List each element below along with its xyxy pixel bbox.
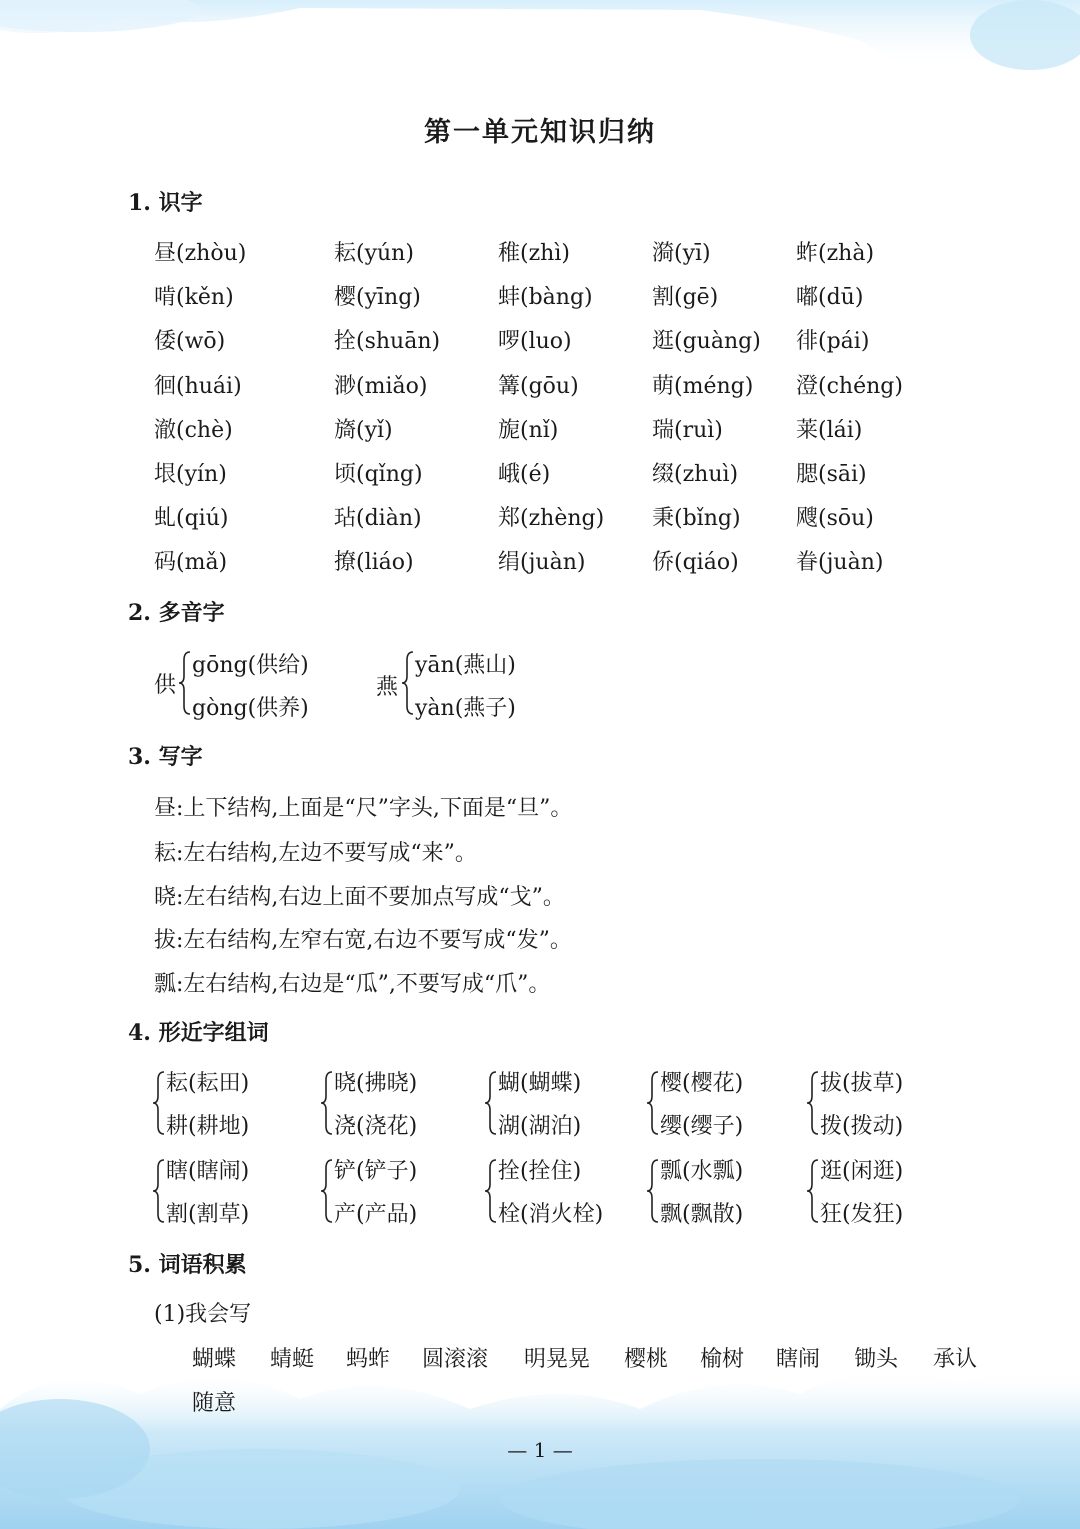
shizi-item: 飕(sōu)	[796, 506, 874, 531]
brace-icon	[484, 1158, 498, 1224]
brace-icon	[320, 1158, 334, 1224]
shizi-item: 蚌(bàng)	[498, 285, 593, 310]
shizi-item: 瑞(ruì)	[652, 418, 723, 443]
xiezi-line: 耘:左右结构,左边不要写成“来”。	[154, 841, 477, 866]
ciyu-word: 承认	[933, 1347, 978, 1372]
shizi-item: 割(gē)	[652, 285, 719, 310]
xiezi-line: 晓:左右结构,右边上面不要加点写成“戈”。	[154, 885, 565, 910]
shizi-item: 萌(méng)	[652, 374, 754, 399]
section-number: 2.	[128, 600, 151, 626]
xingjin-word: 缨(缨子)	[660, 1114, 744, 1139]
duoyin-char: 供	[154, 673, 177, 698]
duoyin-char: 燕	[376, 675, 399, 700]
xingjin-word: 割(割草)	[166, 1202, 250, 1227]
section-number: 5.	[128, 1252, 151, 1278]
ciyu-word: 蚂蚱	[346, 1347, 391, 1372]
xingjin-word: 湖(湖泊)	[498, 1114, 582, 1139]
brace-icon	[806, 1070, 820, 1136]
shizi-item: 漪(yī)	[652, 241, 711, 266]
shizi-item: 嘟(dū)	[796, 285, 864, 310]
brace-icon	[484, 1070, 498, 1136]
section-label: 识字	[158, 191, 203, 216]
xiezi-line: 瓢:左右结构,右边是“瓜”,不要写成“爪”。	[154, 972, 551, 997]
shizi-item: 旎(nǐ)	[498, 418, 559, 443]
xingjin-word: 栓(消火栓)	[498, 1202, 604, 1227]
section-label: 写字	[158, 745, 203, 770]
shizi-item: 蚱(zhà)	[796, 241, 875, 266]
shizi-item: 逛(guàng)	[652, 329, 761, 354]
ciyu-word: 瞎闹	[776, 1347, 821, 1372]
shizi-item: 缀(zhuì)	[652, 462, 739, 487]
ciyu-word: 明晃晃	[524, 1347, 591, 1372]
shizi-item: 澈(chè)	[154, 418, 233, 443]
brace-icon	[401, 650, 415, 716]
shizi-item: 眷(juàn)	[796, 550, 884, 575]
top-cloud-decoration	[0, 0, 1080, 110]
shizi-item: 旖(yǐ)	[334, 418, 393, 443]
ciyu-word: 樱桃	[624, 1347, 669, 1372]
section-number: 1.	[128, 190, 151, 216]
xingjin-word: 拔(拔草)	[820, 1071, 904, 1096]
shizi-item: 撩(liáo)	[334, 550, 414, 575]
xingjin-word: 耘(耘田)	[166, 1071, 250, 1096]
shizi-item: 渺(miǎo)	[334, 374, 428, 399]
section-heading-xiezi	[128, 740, 203, 771]
shizi-item: 拴(shuān)	[334, 329, 441, 354]
ciyu-word: 随意	[192, 1391, 237, 1416]
shizi-item: 昼(zhòu)	[154, 241, 247, 266]
xingjin-word: 逛(闲逛)	[820, 1159, 904, 1184]
brace-icon	[152, 1158, 166, 1224]
brace-icon	[178, 650, 192, 716]
duoyin-reading: gōng(供给)	[192, 653, 309, 678]
brace-icon	[320, 1070, 334, 1136]
xingjin-word: 铲(铲子)	[334, 1159, 418, 1184]
xingjin-word: 樱(樱花)	[660, 1071, 744, 1096]
shizi-item: 啃(kěn)	[154, 285, 234, 310]
shizi-item: 玷(diàn)	[334, 506, 422, 531]
section-heading-duoyin	[128, 596, 225, 627]
shizi-item: 虬(qiú)	[154, 506, 229, 531]
shizi-item: 樱(yīng)	[334, 285, 421, 310]
ciyu-word: 锄头	[854, 1347, 899, 1372]
xiezi-line: 昼:上下结构,上面是“尺”字头,下面是“旦”。	[154, 796, 573, 821]
section-number: 3.	[128, 744, 151, 770]
shizi-item: 耘(yún)	[334, 241, 414, 266]
xiezi-line: 拔:左右结构,左窄右宽,右边不要写成“发”。	[154, 928, 572, 953]
ciyu-word: 蝴蝶	[192, 1347, 237, 1372]
xingjin-word: 瓢(水瓢)	[660, 1159, 744, 1184]
shizi-item: 顷(qǐng)	[334, 462, 423, 487]
section-label: 词语积累	[158, 1253, 247, 1278]
xingjin-word: 蝴(蝴蝶)	[498, 1071, 582, 1096]
section-heading-ciyu	[128, 1248, 247, 1279]
shizi-item: 澄(chéng)	[796, 374, 903, 399]
shizi-item: 徘(pái)	[796, 329, 870, 354]
duoyin-reading: gòng(供养)	[192, 696, 309, 721]
shizi-item: 秉(bǐng)	[652, 506, 741, 531]
section-label: 形近字组词	[158, 1021, 269, 1046]
brace-icon	[646, 1158, 660, 1224]
shizi-item: 莱(lái)	[796, 418, 863, 443]
shizi-item: 啰(luo)	[498, 329, 572, 354]
shizi-item: 码(mǎ)	[154, 550, 228, 575]
shizi-item: 稚(zhì)	[498, 241, 570, 266]
section-heading-xingjin	[128, 1016, 269, 1047]
brace-icon	[152, 1070, 166, 1136]
brace-icon	[646, 1070, 660, 1136]
duoyin-reading: yàn(燕子)	[415, 696, 516, 721]
ciyu-sub-label: (1)我会写	[154, 1302, 252, 1327]
xingjin-word: 拴(拴住)	[498, 1159, 582, 1184]
xingjin-word: 拨(拨动)	[820, 1114, 904, 1139]
xingjin-word: 狂(发狂)	[820, 1202, 904, 1227]
xingjin-word: 浇(浇花)	[334, 1114, 418, 1139]
xingjin-word: 产(产品)	[334, 1202, 418, 1227]
shizi-item: 腮(sāi)	[796, 462, 867, 487]
ciyu-word: 圆滚滚	[422, 1347, 489, 1372]
shizi-item: 倭(wō)	[154, 329, 226, 354]
shizi-item: 垠(yín)	[154, 462, 227, 487]
shizi-item: 郑(zhèng)	[498, 506, 605, 531]
shizi-item: 篝(gōu)	[498, 374, 579, 399]
page-title: 第一单元知识归纳	[424, 117, 656, 148]
shizi-item: 侨(qiáo)	[652, 550, 739, 575]
brace-icon	[806, 1158, 820, 1224]
shizi-item: 绢(juàn)	[498, 550, 586, 575]
shizi-item: 峨(é)	[498, 462, 551, 487]
xingjin-word: 飘(飘散)	[660, 1202, 744, 1227]
xingjin-word: 瞎(瞎闹)	[166, 1159, 250, 1184]
duoyin-reading: yān(燕山)	[415, 653, 516, 678]
section-number: 4.	[128, 1020, 151, 1046]
shizi-item: 徊(huái)	[154, 374, 242, 399]
xingjin-word: 晓(拂晓)	[334, 1071, 418, 1096]
section-heading-shizi	[128, 186, 203, 217]
section-label: 多音字	[158, 601, 225, 626]
ciyu-word: 榆树	[700, 1347, 745, 1372]
page-number: — 1 —	[507, 1438, 573, 1462]
xingjin-word: 耕(耕地)	[166, 1114, 250, 1139]
ciyu-word: 蜻蜓	[270, 1347, 315, 1372]
